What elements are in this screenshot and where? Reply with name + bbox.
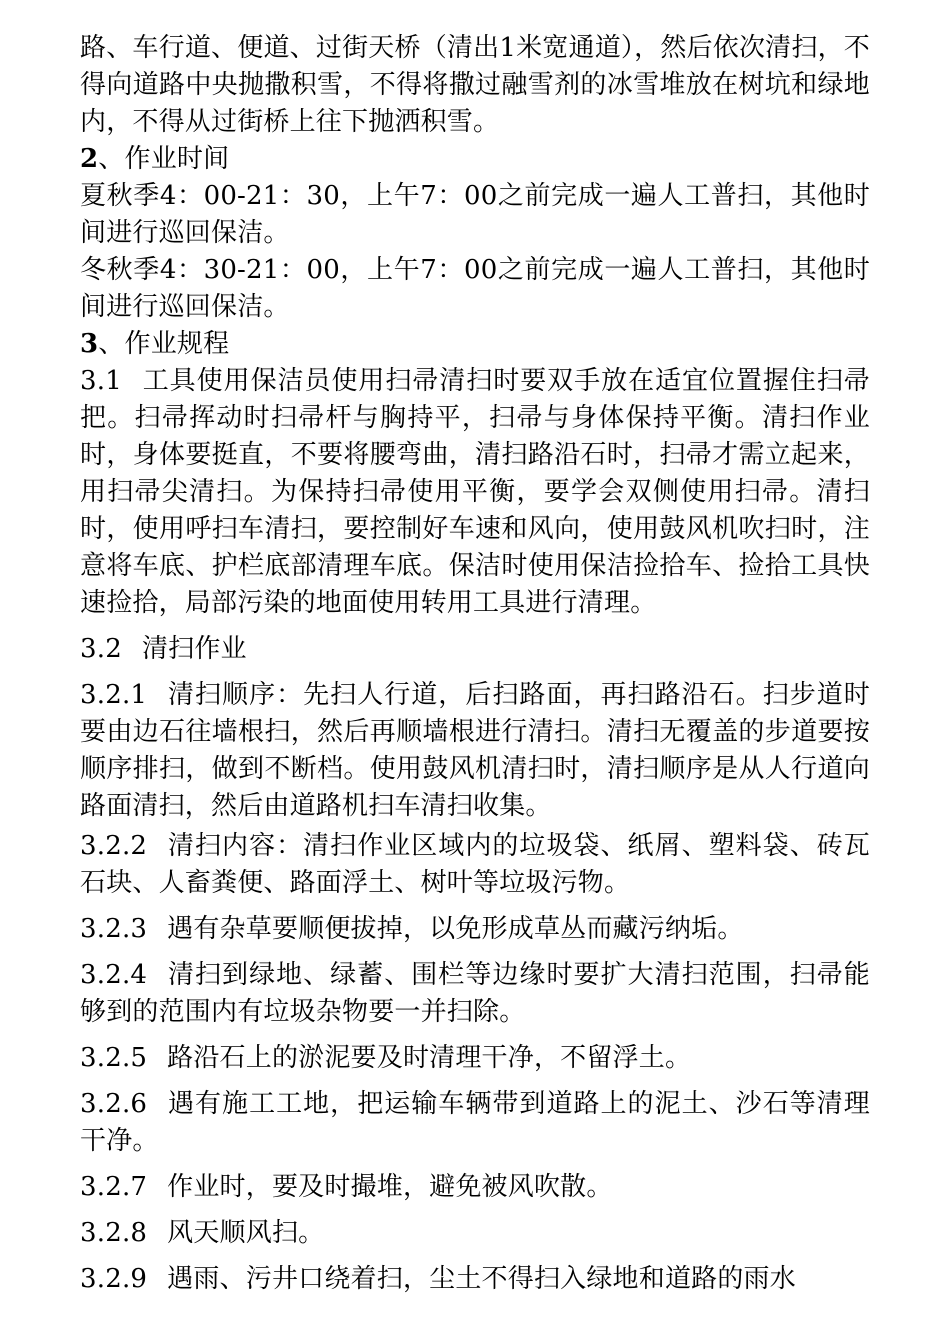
section-text: 清扫到绿地、绿蓄、围栏等边缘时要扩大清扫范围，扫帚能够到的范围内有垃圾杂物要一并扫除。 <box>80 960 870 1027</box>
section-text: 清扫内容：清扫作业区域内的垃圾袋、纸屑、塑料袋、砖瓦石块、人畜粪便、路面浮土、树叶等垃圾污物。 <box>80 831 870 898</box>
section-text: 遇有杂草要顺便拔掉，以免形成草丛而藏污纳垢。 <box>167 914 744 944</box>
section-3-2-1 <box>80 677 870 825</box>
section-number: 3.2.2 <box>80 831 148 861</box>
section-3-2-5 <box>80 1040 870 1077</box>
section-text: 清扫顺序：先扫人行道，后扫路面，再扫路沿石。扫步道时要由边石往墙根扫，然后再顺墙根进行清扫。清扫无覆盖的步道要按顺序排扫，做到不断档。使用鼓风机清扫时，清扫顺序是从人行道向路面清扫，然后由道路机扫车清扫收集。 <box>80 680 870 821</box>
paragraph-summer-hours: 夏秋季4：00-21：30，上午7：00之前完成一遍人工普扫，其他时间进行巡回保洁。 <box>80 181 870 248</box>
section-number: 3.2.3 <box>80 914 148 944</box>
heading-work-rules <box>80 326 870 363</box>
section-3-2-2 <box>80 828 870 902</box>
section-number: 3.2.4 <box>80 960 148 990</box>
section-3-2-4 <box>80 957 870 1031</box>
section-3-2-8 <box>80 1215 870 1252</box>
section-text: 遇有施工工地，把运输车辆带到道路上的泥土、沙石等清理干净。 <box>80 1089 870 1156</box>
section-text: 路沿石上的淤泥要及时清理干净，不留浮土。 <box>167 1043 692 1073</box>
section-text: 作业时，要及时撮堆，避免被风吹散。 <box>167 1172 613 1202</box>
section-text: 清扫作业 <box>141 634 247 664</box>
section-text: 风天顺风扫。 <box>167 1218 325 1248</box>
document-page <box>80 30 870 1298</box>
section-number: 3.2.1 <box>80 680 148 710</box>
heading-number: 2 <box>80 144 99 174</box>
heading-text: 、作业时间 <box>98 144 230 174</box>
section-text: 遇雨、污井口绕着扫，尘土不得扫入绿地和道路的雨水 <box>167 1264 796 1294</box>
section-3-2-6 <box>80 1086 870 1160</box>
section-number: 3.2 <box>80 634 122 664</box>
section-number: 3.2.7 <box>80 1172 148 1202</box>
paragraph-winter-hours: 冬秋季4：30-21：00，上午7：00之前完成一遍人工普扫，其他时间进行巡回保洁。 <box>80 255 870 322</box>
paragraph-intro: 路、车行道、便道、过街天桥（清出1米宽通道），然后依次清扫，不得向道路中央抛撒积雪，不得将撒过融雪剂的冰雪堆放在树坑和绿地内，不得从过街桥上往下抛洒积雪。 <box>80 33 870 137</box>
section-3-2-3 <box>80 911 870 948</box>
section-number: 3.1 <box>80 366 122 396</box>
section-number: 3.2.9 <box>80 1264 148 1294</box>
section-3-2-7 <box>80 1169 870 1206</box>
section-3-1 <box>80 363 870 622</box>
section-3-2-9 <box>80 1261 870 1298</box>
heading-text: 、作业规程 <box>98 329 230 359</box>
heading-work-time <box>80 141 870 178</box>
section-number: 3.2.8 <box>80 1218 148 1248</box>
section-number: 3.2.6 <box>80 1089 148 1119</box>
section-number: 3.2.5 <box>80 1043 148 1073</box>
section-3-2 <box>80 631 870 668</box>
heading-number: 3 <box>80 329 99 359</box>
section-text: 工具使用保洁员使用扫帚清扫时要双手放在适宜位置握住扫帚把。扫帚挥动时扫帚杆与胸持平，扫帚与身体保持平衡。清扫作业时，身体要挺直，不要将腰弯曲，清扫路沿石时，扫帚才需立起来，用扫帚尖清扫。为保持扫帚使用平衡，要学会双侧使用扫帚。清扫时，使用呼扫车清扫，要控制好车速和风向，使用鼓风机吹扫时，注意将车底、护栏底部清理车底。保洁时使用保洁捡拾车、捡拾工具快速捡拾，局部污染的地面使用转用工具进行清理。 <box>80 366 870 618</box>
